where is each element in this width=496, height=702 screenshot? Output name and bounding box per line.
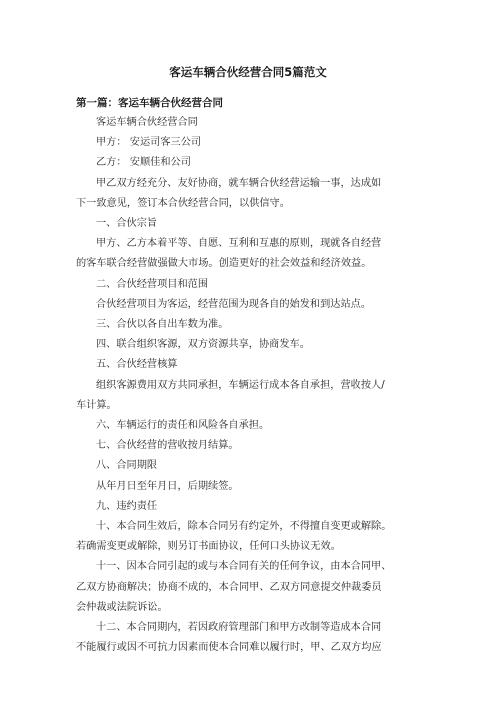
- body-line: 三、合伙以各自出车数为准。: [96, 319, 229, 330]
- body-line: 九、违约责任: [96, 500, 158, 512]
- body-line: 乙方： 安顺佳和公司: [96, 157, 191, 169]
- body-line: 从年月日至年月日，后期续签。: [96, 480, 239, 492]
- body-line: 十二、本合同期内，若因政府管理部门和甲方改制等造成本合同: [96, 622, 382, 633]
- body-line: 六、车辆运行的责任和风险各自承担。: [96, 420, 270, 431]
- body-line: 一、合伙宗旨: [96, 218, 158, 229]
- body-line: 甲方、乙方本着平等、自愿、互利和互惠的原则，现就各自经营: [96, 238, 382, 250]
- body-line: 甲方： 安运司客三公司: [96, 137, 202, 149]
- chapter-heading: 第一篇：客运车辆合伙经营合同: [76, 97, 223, 109]
- body-line: 组织客源费用双方共同承担，车辆运行成本各自承担，营收按人/: [96, 379, 385, 391]
- body-line: 四、联合组织客源，双方资源共享，协商发车。: [96, 339, 310, 351]
- body-line: 会仲裁或法院诉讼。: [76, 601, 168, 613]
- body-line: 下一致意见，签订本合伙经营合同，以供信守。: [76, 197, 290, 209]
- body-line: 合伙经营项目为客运，经营范围为现各自的始发和到达站点。: [96, 298, 372, 310]
- body-line: 十一、因本合同引起的或与本合同有关的任何争议，由本合同甲、: [96, 561, 392, 573]
- document-title: 客运车辆合伙经营合同5篇范文: [169, 65, 327, 79]
- body-line: 八、合同期限: [96, 460, 158, 472]
- body-line: 客运车辆合伙经营合同: [96, 117, 198, 128]
- body-line: 七、合伙经营的营收按月结算。: [96, 440, 239, 452]
- body-line: 不能履行或因不可抗力因素而使本合同难以履行时，甲、乙双方均应: [76, 642, 382, 654]
- body-line: 若确需变更或解除，则另订书面协议，任何口头协议无效。: [76, 541, 341, 553]
- body-line: 二、合伙经营项目和范围: [96, 278, 209, 290]
- body-line: 十、本合同生效后，除本合同另有约定外，不得擅自变更或解除。: [96, 521, 392, 532]
- body-line: 车计算。: [76, 399, 117, 411]
- body-line: 的客车联合经营做强做大市场。创造更好的社会效益和经济效益。: [76, 258, 372, 270]
- body-line: 五、合伙经营核算: [96, 359, 178, 371]
- body-line: 乙双方协商解决；协商不成的，本合同甲、乙双方同意提交仲裁委员: [76, 581, 382, 593]
- body-line: 甲乙双方经充分、友好协商，就车辆合伙经营运输一事，达成如: [96, 177, 382, 189]
